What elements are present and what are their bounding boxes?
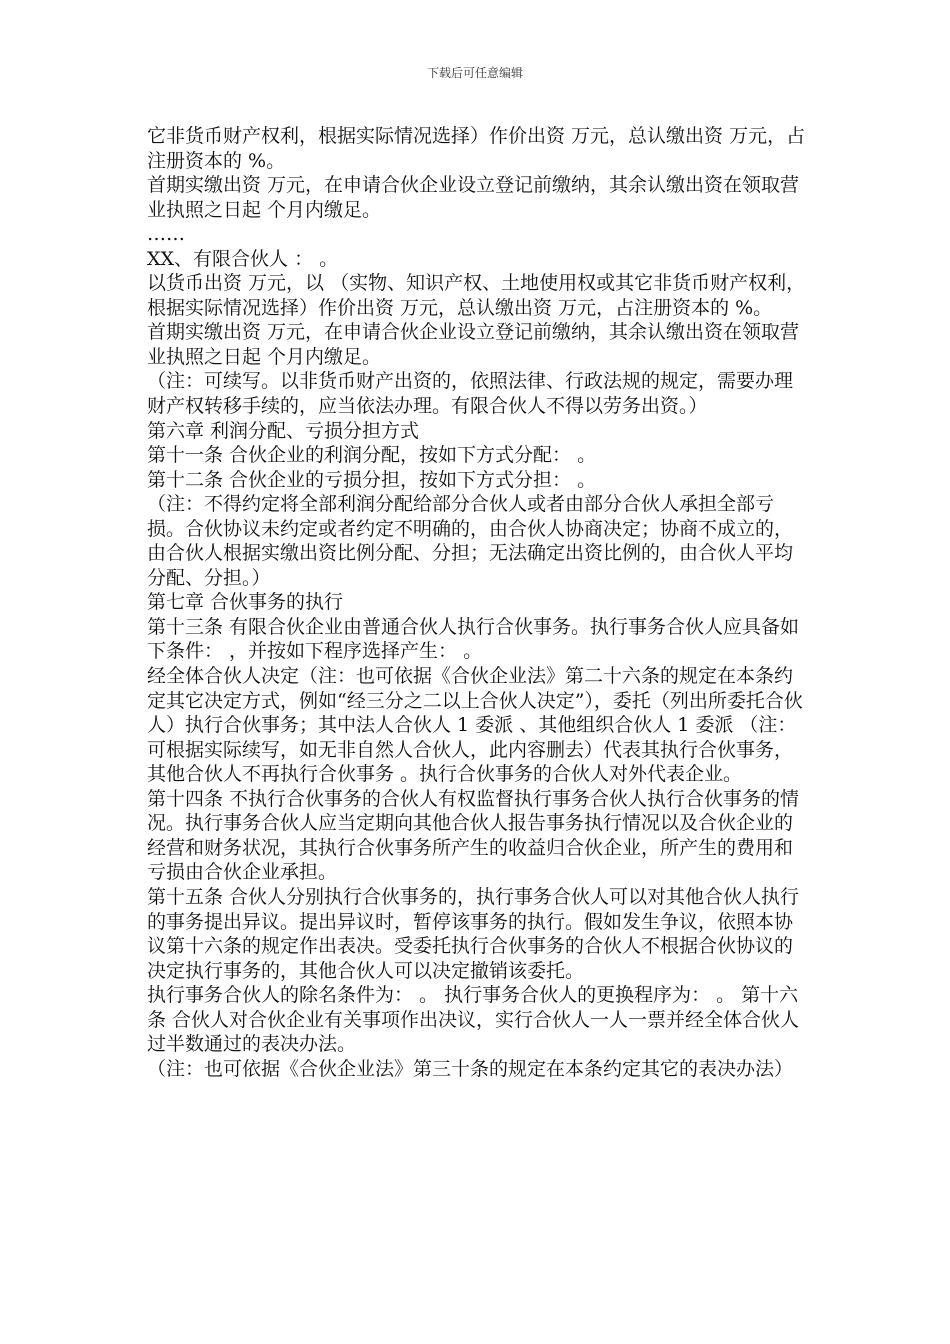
paragraph: …… — [147, 223, 185, 246]
paragraph: 首期实缴出资 万元，在申请合伙企业设立登记前缴纳，其余认缴出资在领取营业执照之日起 个月内缴足。 — [147, 321, 800, 368]
chapter-heading: 第六章 利润分配、亏损分担方式 — [147, 419, 420, 442]
document-body — [147, 124, 809, 1081]
paragraph: 第十四条 不执行合伙事务的合伙人有权监督执行事务合伙人执行合伙事务的情况。执行事务合伙人应当定期向其他合伙人报告事务执行情况以及合伙企业的经营和财务状况，其执行合伙事务所产生的收益归合伙企业，所产生的费用和亏损由合伙企业承担。 — [147, 787, 800, 884]
page-header: 下载后可任意编辑 — [426, 66, 523, 80]
paragraph: 第十二条 合伙企业的亏损分担，按如下方式分担： 。 — [147, 468, 597, 491]
paragraph: 它非货币财产权利，根据实际情况选择）作价出资 万元，总认缴出资 万元，占注册资本的 %。 — [147, 125, 806, 172]
paragraph: 第十一条 合伙企业的利润分配，按如下方式分配： 。 — [147, 444, 597, 467]
paragraph: （注：不得约定将全部利润分配给部分合伙人或者由部分合伙人承担全部亏损。合伙协议未约定或者约定不明确的，由合伙人协商决定；协商不成立的，由合伙人根据实缴出资比例分配、分担；无法确定出资比例的，由合伙人平均分配、分担。） — [147, 493, 794, 589]
paragraph: 首期实缴出资 万元，在申请合伙企业设立登记前缴纳，其余认缴出资在领取营业执照之日起 个月内缴足。 — [147, 174, 800, 221]
paragraph: 以货币出资 万元，以 （实物、知识产权、土地使用权或其它非货币财产权利，根据实际情况选择）作价出资 万元，总认缴出资 万元，占注册资本的 %。 — [147, 272, 806, 319]
paragraph: （注：可续写。以非货币财产出资的，依照法律、行政法规的规定，需要办理财产权转移手续的，应当依法办理。有限合伙人不得以劳务出资。） — [147, 370, 794, 418]
chapter-heading: 第七章 合伙事务的执行 — [147, 591, 344, 614]
paragraph: XX、有限合伙人 ： 。 — [147, 247, 339, 270]
paragraph: （注：也可依据《合伙企业法》第三十条的规定在本条约定其它的表决办法） — [147, 1057, 794, 1080]
paragraph: 执行事务合伙人的除名条件为： 。 执行事务合伙人的更换程序为： 。 第十六条 合伙人对合伙企业有关事项作出决议，实行合伙人一人一票并经全体合伙人过半数通过的表决办法。 — [147, 984, 800, 1056]
paragraph: 第十五条 合伙人分别执行合伙事务的，执行事务合伙人可以对其他合伙人执行的事务提出异议。提出异议时，暂停该事务的执行。假如发生争议，依照本协议第十六条的规定作出表决。受委托执行合伙事务的合伙人不根据合伙协议的决定执行事务的，其他合伙人可以决定撤销该委托。 — [147, 885, 800, 982]
paragraph: 经全体合伙人决定（注：也可依据《合伙企业法》第二十六条的规定在本条约定其它决定方式，例如“经三分之二以上合伙人决定”），委托（列出所委托合伙人）执行合伙事务；其中法人合伙人 1 委派 、其他组织合伙人 1 委派 （注：可根据实际续写，如无非自然人合伙人，此内容删去）代表其执行合伙事务，其他合伙人不再执行合伙事务 。执行合伙事务的合伙人对外代表企业。 — [147, 665, 803, 786]
paragraph: 第十三条 有限合伙企业由普通合伙人执行合伙事务。执行事务合伙人应具备如下条件： ，并按如下程序选择产生： 。 — [147, 615, 800, 663]
